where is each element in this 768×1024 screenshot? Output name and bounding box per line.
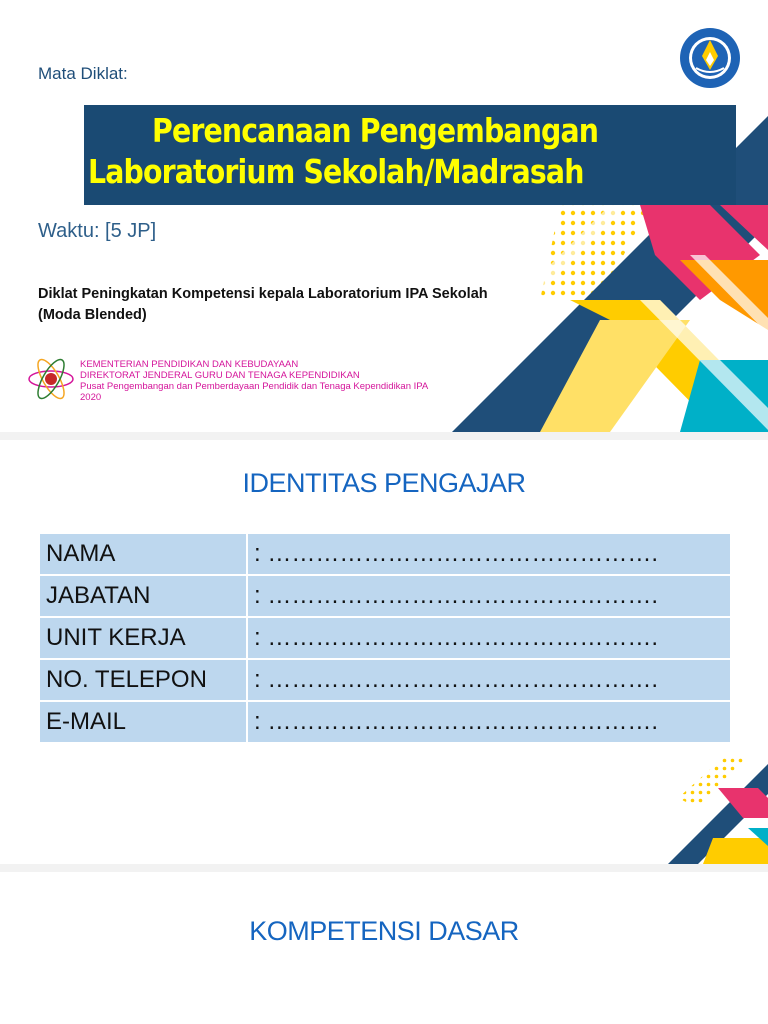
table-row <box>39 659 731 701</box>
table-row <box>39 575 731 617</box>
org-center: Pusat Pengembangan dan Pemberdayaan Pendidik dan Tenaga Kependidikan IPA <box>80 381 429 392</box>
corner-decoration <box>658 758 768 864</box>
table-row <box>39 617 731 659</box>
training-description <box>38 284 558 326</box>
training-description-line-1: Diklat Peningkatan Kompetensi kepala Laboratorium IPA Sekolah <box>38 286 488 302</box>
identity-slide <box>0 440 768 864</box>
organization-block <box>80 359 428 403</box>
table-row <box>39 701 731 743</box>
field-label: NAMA <box>39 533 247 575</box>
field-value: : …………………………………………. <box>247 701 731 743</box>
course-title-line-1: Perencanaan Pengembangan <box>152 111 599 150</box>
tut-wuri-handayani-emblem-icon <box>678 26 742 90</box>
field-value: : …………………………………………. <box>247 533 731 575</box>
title-slide <box>0 0 768 432</box>
field-label: UNIT KERJA <box>39 617 247 659</box>
slide-divider <box>0 432 768 440</box>
org-ministry: KEMENTERIAN PENDIDIKAN DAN KEBUDAYAAN <box>80 359 299 370</box>
field-value: : …………………………………………. <box>247 617 731 659</box>
competency-slide <box>0 872 768 1024</box>
duration-text: Waktu: [5 JP] <box>38 220 157 242</box>
identity-table <box>38 532 732 744</box>
course-title-line-2: Laboratorium Sekolah/Madrasah <box>88 152 584 191</box>
course-label: Mata Diklat: <box>38 64 128 83</box>
field-value: : …………………………………………. <box>247 659 731 701</box>
course-title-box <box>84 105 736 205</box>
field-label: JABATAN <box>39 575 247 617</box>
org-year: 2020 <box>80 392 102 403</box>
competency-title: KOMPETENSI DASAR <box>249 916 519 946</box>
atom-logo-icon <box>26 354 76 404</box>
table-row <box>39 533 731 575</box>
field-value: : …………………………………………. <box>247 575 731 617</box>
identity-title: IDENTITAS PENGAJAR <box>242 468 526 498</box>
field-label: NO. TELEPON <box>39 659 247 701</box>
org-directorate: DIREKTORAT JENDERAL GURU DAN TENAGA KEPENDIDIKAN <box>80 370 360 381</box>
field-label: E-MAIL <box>39 701 247 743</box>
slide-divider-2 <box>0 864 768 872</box>
training-description-line-2: (Moda Blended) <box>38 307 147 323</box>
